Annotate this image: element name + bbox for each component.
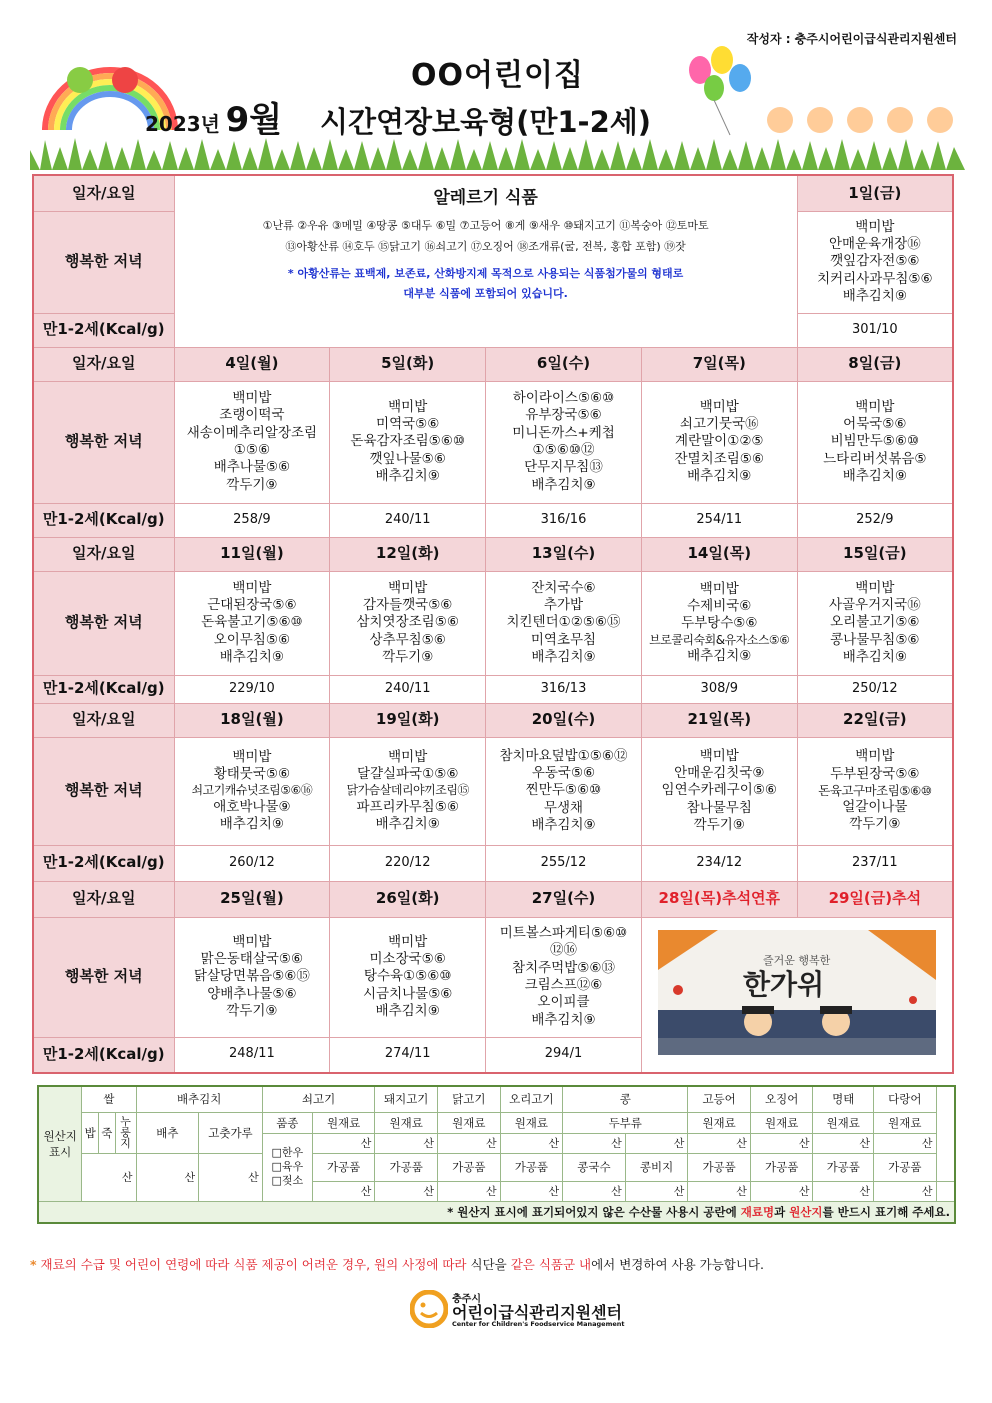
menu-item: 유부장국⑤⑥ (525, 407, 602, 424)
footer-text: 식단을 (466, 1257, 511, 1272)
date-day-label: 일자/요일 (33, 347, 174, 381)
menu-item: 돈육불고기⑤⑥⑩ (201, 614, 303, 631)
menu-item: 얼갈이나물 (842, 799, 908, 815)
origin-san: 산 (873, 1181, 936, 1201)
menu-item: 깍두기⑨ (226, 1002, 278, 1019)
meal-cell (330, 381, 486, 503)
origin-kimchi-sub: 고춧가루 (199, 1112, 263, 1153)
origin-squid: 오징어 (750, 1086, 813, 1112)
menu-item: 백미밥 (855, 748, 895, 765)
menu-item: 백미밥 (388, 579, 428, 596)
menu-item: 배추김치⑨ (687, 647, 752, 664)
menu-item: 배추나물⑤⑥ (213, 459, 291, 476)
day-header: 25일(월) (174, 881, 330, 917)
day-header: 12일(화) (330, 537, 486, 571)
meal-cell (486, 571, 642, 675)
origin-processed: 가공품 (312, 1153, 375, 1181)
menu-item: 배추김치⑨ (219, 815, 285, 832)
origin-san: 산 (438, 1133, 501, 1153)
origin-san: 산 (500, 1133, 563, 1153)
meal-cell (797, 571, 953, 675)
calorie-value: 260/12 (174, 845, 330, 881)
year-label: 2023년 (145, 112, 220, 136)
menu-item: 깻잎나물⑤⑥ (369, 450, 446, 467)
allergy-note-1: * 아황산류는 표백제, 보존료, 산화방지제 목적으로 사용되는 식품첨가물의 형태로 (287, 266, 684, 280)
footer-star: * (30, 1257, 37, 1272)
menu-item: 우동국⑤⑥ (531, 765, 596, 782)
day-header: 18일(월) (174, 703, 330, 737)
menu-item: 백미밥 (232, 933, 272, 950)
allergy-list-1: ①난류 ②우유 ③메밀 ④땅콩 ⑤대두 ⑥밀 ⑦고등어 ⑧게 ⑨새우 ⑩돼지고기 ⑪복숭아 ⑫토마토 (262, 218, 709, 232)
menu-item: 미역국⑤⑥ (376, 416, 440, 433)
origin-processed: 가공품 (500, 1153, 563, 1181)
day-header: 19일(화) (330, 703, 486, 737)
menu-item: 오이무침⑤⑥ (213, 631, 291, 648)
menu-item: 찐만두⑤⑥⑩ (525, 782, 602, 799)
allergy-list-2: ⑬아황산류 ⑭호두 ⑮닭고기 ⑯쇠고기 ⑰오징어 ⑱조개류(굴, 전복, 홍합 포함) ⑲잣 (285, 239, 686, 253)
meal-cell (330, 571, 486, 675)
menu-item: 두부탕수⑤⑥ (681, 615, 758, 632)
calorie-value: 237/11 (797, 845, 953, 881)
meal-cell (486, 917, 642, 1037)
dinner-label: 행복한 저녁 (33, 917, 174, 1037)
day-header: 1일(금) (797, 175, 953, 211)
menu-item: ⑫⑯ (549, 942, 577, 959)
day-header: 27일(수) (486, 881, 642, 917)
origin-san: 산 (813, 1181, 874, 1201)
menu-item: 쇠고기캐슈넛조림⑤⑥⑯ (191, 783, 313, 798)
menu-item: 백미밥 (855, 218, 895, 235)
menu-item: 깍두기⑨ (693, 816, 745, 833)
menu-item: 계란말이①②⑤ (675, 433, 764, 450)
meal-cell (797, 211, 953, 313)
menu-item: 오이피클 (537, 994, 590, 1011)
origin-san: 산 (563, 1181, 626, 1201)
menu-item: 백미밥 (388, 933, 428, 950)
menu-item: 참치주먹밥⑤⑥⑬ (512, 959, 615, 976)
origin-note-text: 과 (774, 1204, 790, 1219)
calorie-value: 316/16 (486, 503, 642, 537)
origin-raw: 원재료 (688, 1112, 751, 1133)
menu-item: 미트볼스파게티⑤⑥⑩ (499, 925, 628, 942)
menu-item: 배추김치⑨ (375, 815, 440, 832)
origin-processed: 가공품 (813, 1153, 874, 1181)
menu-item: 시금치나물⑤⑥ (362, 985, 453, 1002)
origin-bean-sub: 콩국수 (563, 1153, 626, 1181)
origin-beef-sub: 품종 (262, 1112, 312, 1133)
menu-item: 배추김치⑨ (219, 648, 285, 665)
calorie-value: 316/13 (486, 675, 642, 703)
origin-san: 산 (82, 1153, 136, 1201)
origin-san: 산 (625, 1181, 688, 1201)
menu-item: 근대된장국⑤⑥ (207, 597, 297, 614)
day-header: 26일(화) (330, 881, 486, 917)
origin-note-text: 를 반드시 표기해 주세요. (822, 1204, 950, 1219)
menu-item: 탕수육①⑤⑥⑩ (363, 968, 452, 985)
origin-bean-sub: 두부류 (563, 1112, 688, 1133)
menu-item: 깍두기⑨ (382, 648, 434, 665)
origin-san: 산 (312, 1133, 375, 1153)
calorie-value: 220/12 (330, 845, 486, 881)
menu-item: 임연수카레구이⑤⑥ (661, 782, 778, 799)
calorie-value: 252/9 (797, 503, 953, 537)
origin-san: 산 (312, 1181, 375, 1201)
day-header: 21일(목) (641, 703, 797, 737)
menu-item: 브로콜리숙회&유자소스⑤⑥ (649, 632, 790, 647)
menu-item: 느타리버섯볶음⑤ (823, 450, 927, 467)
menu-item: 백미밥 (699, 580, 739, 597)
calorie-label: 만1-2세(Kcal/g) (33, 503, 174, 537)
dinner-label: 행복한 저녁 (33, 381, 174, 503)
origin-processed: 가공품 (375, 1153, 438, 1181)
date-day-label: 일자/요일 (33, 175, 174, 211)
day-header: 8일(금) (797, 347, 953, 381)
menu-item: 배추김치⑨ (375, 467, 440, 484)
menu-item: 크림스프⑫⑥ (524, 977, 603, 993)
menu-item: 배추김치⑨ (531, 476, 596, 493)
dinner-label: 행복한 저녁 (33, 737, 174, 845)
calorie-value: 255/12 (486, 845, 642, 881)
dinner-label: 행복한 저녁 (33, 211, 174, 313)
origin-san: 산 (375, 1181, 438, 1201)
origin-raw: 원재료 (438, 1112, 501, 1133)
origin-pollack: 명태 (813, 1086, 874, 1112)
origin-beef-types: □한우 □육우 □젖소 (262, 1133, 312, 1201)
menu-item: 미역초무침 (530, 631, 597, 648)
origin-san: 산 (750, 1181, 813, 1201)
calorie-label: 만1-2세(Kcal/g) (33, 1037, 174, 1073)
meal-cell (174, 917, 330, 1037)
menu-item: 새송이메추리알장조림 (186, 424, 318, 441)
menu-item: 치킨텐더①②⑤⑥⑮ (506, 614, 621, 631)
menu-item: 참나물무침 (686, 799, 752, 816)
menu-item: 오리불고기⑤⑥ (830, 614, 920, 631)
day-header: 13일(수) (486, 537, 642, 571)
meal-cell (330, 917, 486, 1037)
meal-cell (330, 737, 486, 845)
menu-item: 백미밥 (699, 398, 739, 415)
calorie-value: 308/9 (641, 675, 797, 703)
holiday-header: 29일(금)추석 (797, 881, 953, 917)
menu-item: 닭살당면볶음⑤⑥⑮ (193, 968, 310, 985)
menu-item: 상추무침⑤⑥ (369, 631, 446, 648)
menu-item: 애호박나물⑨ (213, 798, 291, 815)
menu-item: 하이라이스⑤⑥⑩ (512, 390, 615, 407)
logo-english: Center for Children's Foodservice Management (452, 1320, 625, 1328)
smile-logo-icon (410, 1290, 448, 1328)
menu-item: 배추김치⑨ (531, 648, 596, 665)
meal-cell (641, 381, 797, 503)
origin-rice-sub: 밥 (82, 1112, 99, 1153)
chuseok-title: 한가위 (742, 967, 825, 1001)
origin-kimchi: 배추김치 (136, 1086, 262, 1112)
logo-city: 충주시 (452, 1294, 481, 1305)
menu-item: 배추김치⑨ (531, 1011, 596, 1028)
calorie-label: 만1-2세(Kcal/g) (33, 845, 174, 881)
footer-text: 에서 변경하여 사용 가능합니다. (591, 1257, 764, 1272)
origin-san: 산 (199, 1153, 263, 1201)
menu-item: 백미밥 (855, 398, 895, 415)
menu-item: 조랭이떡국 (219, 407, 285, 424)
menu-item: 배추김치⑨ (687, 467, 752, 484)
calorie-value: 240/11 (330, 503, 486, 537)
origin-raw: 원재료 (375, 1112, 438, 1133)
menu-item: ①⑤⑥ (233, 442, 271, 458)
footer-red-text: 재료의 수급 및 어린이 연령에 따라 식품 제공이 어려운 경우, 원의 사정에 따라 (40, 1257, 467, 1272)
origin-note-text: * 원산지 표시에 표기되어있지 않은 수산물 사용시 공란에 (447, 1204, 741, 1219)
origin-mackerel: 고등어 (688, 1086, 751, 1112)
menu-item: 깍두기⑨ (226, 476, 278, 493)
menu-item: 콩나물무침⑤⑥ (830, 631, 920, 648)
origin-bean: 콩 (563, 1086, 688, 1112)
program-title: 시간연장보육형(만1-2세) (320, 105, 652, 139)
menu-item: 어묵국⑤⑥ (843, 416, 907, 433)
origin-san: 산 (563, 1133, 626, 1153)
origin-duck: 오리고기 (500, 1086, 563, 1112)
menu-item: 미소장국⑤⑥ (369, 951, 446, 968)
chuseok-subtitle: 즐거운 행복한 (762, 953, 831, 967)
menu-item: 돈육고구마조림⑤⑥⑩ (818, 783, 932, 798)
meal-cell (174, 381, 330, 503)
year-month (145, 92, 282, 141)
header (30, 20, 965, 170)
menu-item: 파프리카무침⑤⑥ (356, 798, 459, 815)
menu-item: 치커리사과무침⑤⑥ (817, 270, 933, 287)
calorie-value: 274/11 (330, 1037, 486, 1073)
origin-pork: 돼지고기 (375, 1086, 438, 1112)
origin-raw: 원재료 (873, 1112, 936, 1133)
menu-item: 미니돈까스+케첩 (512, 424, 615, 441)
author-text: 작성자 : 충주시어린이급식관리지원센터 (746, 32, 957, 46)
menu-item: 무생채 (543, 799, 584, 816)
origin-octopus: 다랑어 (873, 1086, 936, 1112)
day-header: 4일(월) (174, 347, 330, 381)
menu-item: 돈육감자조림⑤⑥⑩ (350, 433, 465, 450)
calorie-value: 301/10 (797, 313, 953, 347)
menu-item: 백미밥 (855, 579, 895, 596)
day-header: 22일(금) (797, 703, 953, 737)
allergy-box (174, 175, 797, 347)
calorie-value: 294/1 (486, 1037, 642, 1073)
chuseok-image (641, 917, 953, 1073)
meal-cell (797, 737, 953, 845)
menu-item: 배추김치⑨ (842, 648, 907, 665)
grass-decoration (30, 135, 965, 170)
origin-processed: 가공품 (750, 1153, 813, 1181)
menu-item: 황태뭇국⑤⑥ (213, 766, 291, 783)
calorie-label: 만1-2세(Kcal/g) (33, 313, 174, 347)
menu-item: 닭가슴살데리야끼조림⑮ (346, 783, 469, 798)
menu-item: 양배추나물⑤⑥ (207, 985, 297, 1002)
date-day-label: 일자/요일 (33, 537, 174, 571)
menu-item: 안매운김칫국⑨ (674, 765, 765, 782)
meal-cell (641, 737, 797, 845)
calorie-value: 234/12 (641, 845, 797, 881)
origin-processed: 가공품 (438, 1153, 501, 1181)
meal-cell (174, 571, 330, 675)
menu-item: 백미밥 (232, 579, 272, 596)
meal-cell (797, 381, 953, 503)
menu-item: 잔치국수⑥ (531, 579, 596, 596)
origin-beef: 쇠고기 (262, 1086, 375, 1112)
day-header: 15일(금) (797, 537, 953, 571)
origin-san: 산 (136, 1153, 199, 1201)
menu-item: 두부된장국⑤⑥ (830, 765, 920, 782)
menu-item: 사골우거지국⑯ (828, 597, 921, 614)
menu-item: 배추김치⑨ (531, 816, 596, 833)
allergy-title: 알레르기 식품 (433, 188, 538, 208)
day-header: 7일(목) (641, 347, 797, 381)
calorie-value: 248/11 (174, 1037, 330, 1073)
dinner-label: 행복한 저녁 (33, 571, 174, 675)
calorie-value: 258/9 (174, 503, 330, 537)
menu-item: 수제비국⑥ (687, 598, 752, 615)
meal-cell (174, 737, 330, 845)
month-label: 9월 (225, 100, 283, 140)
calorie-value: 229/10 (174, 675, 330, 703)
day-header: 6일(수) (486, 347, 642, 381)
day-header: 14일(목) (641, 537, 797, 571)
origin-table (37, 1085, 956, 1224)
origin-beef-sub: 원재료 (312, 1112, 375, 1133)
page-title: OO어린이집 (411, 58, 584, 93)
menu-item: 감자들깻국⑤⑥ (362, 597, 453, 614)
holiday-header: 28일(목)추석연휴 (641, 881, 797, 917)
meal-cell (486, 737, 642, 845)
calorie-value: 250/12 (797, 675, 953, 703)
menu-item: 깍두기⑨ (849, 816, 901, 833)
origin-note-highlight: 재료명 (740, 1204, 775, 1219)
origin-rice: 쌀 (82, 1086, 136, 1112)
origin-san: 산 (750, 1133, 813, 1153)
origin-raw: 원재료 (500, 1112, 563, 1133)
origin-rice-sub: 누룽지 (115, 1112, 136, 1153)
menu-item: 추가밥 (543, 597, 584, 614)
origin-san: 산 (500, 1181, 563, 1201)
origin-label: 원산지 표시 (38, 1086, 82, 1201)
day-header: 20일(수) (486, 703, 642, 737)
menu-item: 배추김치⑨ (842, 467, 907, 484)
chuseok-illustration (658, 930, 936, 1055)
menu-item: 삼치엿장조림⑤⑥ (356, 614, 459, 631)
menu-item: 쇠고기뭇국⑯ (679, 416, 759, 433)
logo-name: 어린이급식관리지원센터 (452, 1303, 623, 1322)
origin-bean-sub: 콩비지 (625, 1153, 688, 1181)
origin-rice-sub: 죽 (99, 1112, 116, 1153)
origin-raw: 원재료 (750, 1112, 813, 1133)
calorie-label: 만1-2세(Kcal/g) (33, 675, 174, 703)
menu-item: 백미밥 (699, 747, 739, 764)
date-day-label: 일자/요일 (33, 881, 174, 917)
menu-item: 참치마요덮밥①⑤⑥⑫ (499, 747, 628, 764)
origin-san: 산 (438, 1181, 501, 1201)
origin-san: 산 (625, 1133, 688, 1153)
menu-item: 백미밥 (388, 748, 428, 765)
footer-note (30, 1255, 965, 1273)
menu-item: 단무지무침⑬ (524, 459, 603, 476)
day-header: 5일(화) (330, 347, 486, 381)
origin-processed: 가공품 (873, 1153, 936, 1181)
menu-item: 안매운육개장⑯ (828, 236, 921, 253)
origin-note-highlight: 원산지 (789, 1204, 823, 1219)
origin-raw: 원재료 (813, 1112, 874, 1133)
origin-chicken: 닭고기 (438, 1086, 501, 1112)
menu-item: 배추김치⑨ (842, 287, 907, 304)
balloons-kids-icon (670, 40, 970, 150)
menu-item: 백미밥 (232, 748, 272, 765)
origin-san: 산 (813, 1133, 874, 1153)
menu-item: 잔멸치조림⑤⑥ (674, 450, 764, 467)
meal-cell (486, 381, 642, 503)
day-header: 11일(월) (174, 537, 330, 571)
menu-item: 달걀실파국①⑤⑥ (356, 766, 459, 783)
origin-san: 산 (688, 1133, 751, 1153)
origin-kimchi-sub: 배추 (136, 1112, 199, 1153)
menu-item: 백미밥 (232, 390, 272, 407)
menu-table (32, 174, 954, 1074)
menu-item: 깻잎감자전⑤⑥ (830, 253, 920, 270)
calorie-value: 254/11 (641, 503, 797, 537)
menu-item: 비빔만두⑤⑥⑩ (830, 433, 920, 450)
calorie-value: 240/11 (330, 675, 486, 703)
date-day-label: 일자/요일 (33, 703, 174, 737)
origin-san: 산 (375, 1133, 438, 1153)
menu-item: ①⑤⑥⑩⑫ (532, 442, 595, 458)
footer-red-text: 같은 식품군 내 (510, 1257, 592, 1272)
menu-item: 배추김치⑨ (375, 1002, 440, 1019)
origin-note (38, 1201, 955, 1223)
menu-item: 백미밥 (388, 398, 428, 415)
origin-san: 산 (873, 1133, 936, 1153)
allergy-note-2: 대부분 식품에 포함되어 있습니다. (403, 287, 568, 301)
center-logo (410, 1290, 630, 1330)
origin-san: 산 (688, 1181, 751, 1201)
menu-item: 맑은동태살국⑤⑥ (200, 951, 304, 968)
origin-processed: 가공품 (688, 1153, 751, 1181)
meal-cell (641, 571, 797, 675)
